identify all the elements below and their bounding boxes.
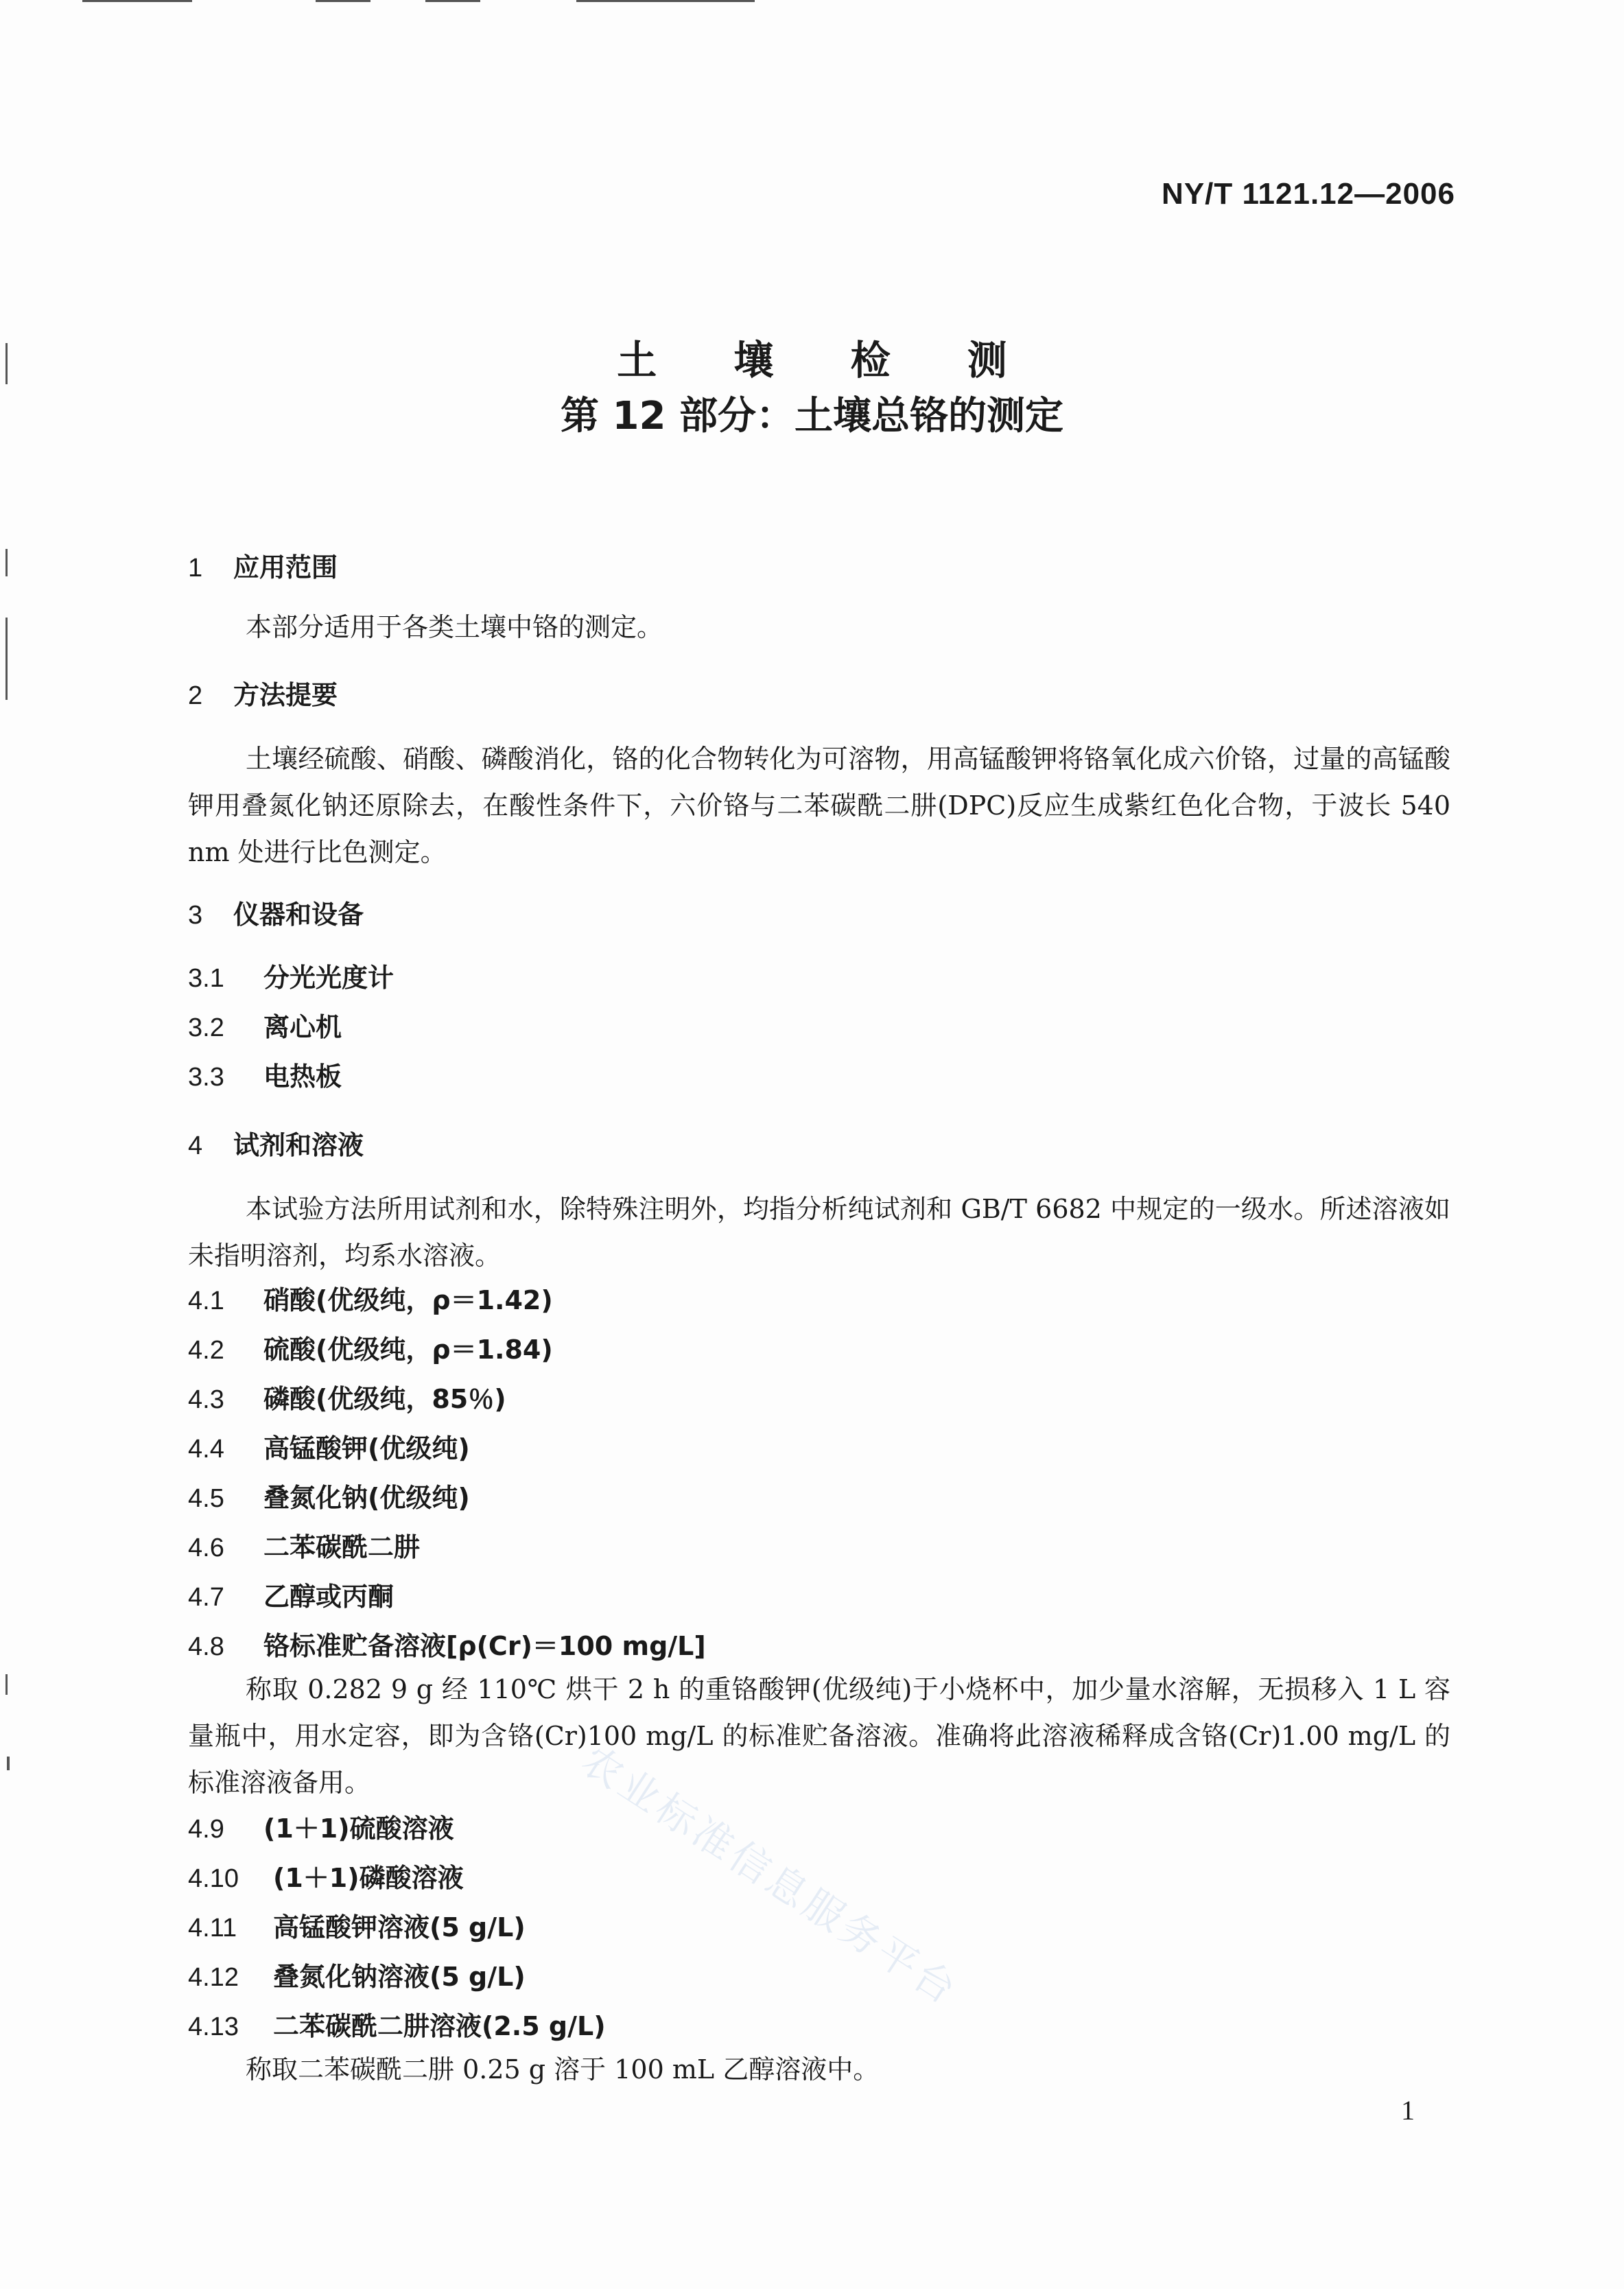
list-item	[188, 1328, 553, 1366]
section-title: 试剂和溶液	[233, 1130, 364, 1160]
watermark: 农业标准信息服务平台	[573, 1736, 967, 2015]
item-label: (1＋1)硫酸溶液	[263, 1813, 454, 1844]
scan-mark	[576, 0, 755, 2]
section-number: 3	[188, 901, 203, 930]
section-1-heading	[188, 546, 338, 584]
item-label: 乙醇或丙酮	[263, 1582, 395, 1612]
section-2-heading	[188, 674, 338, 712]
section-number: 1	[188, 554, 203, 583]
item-4-13-text: 称取二苯碳酰二肼 0.25 g 溶于 100 mL 乙醇溶液中。	[246, 2054, 880, 2085]
item-label: 二苯碳酰二肼	[263, 1532, 421, 1562]
scan-mark	[82, 0, 192, 2]
item-number: 4.9	[188, 1815, 224, 1844]
item-label: 高锰酸钾溶液(5 g/L)	[273, 1912, 526, 1942]
scan-mark	[5, 1674, 8, 1695]
section-title: 方法提要	[233, 680, 338, 710]
section-2-text: 土壤经硫酸、硝酸、磷酸消化，铬的化合物转化为可溶物，用高锰酸钾将铬氧化成六价铬，过量的高锰酸钾用叠氮化钠还原除去，在酸性条件下，六价铬与二苯碳酰二肼(DPC)反应生成紫红色化合物，于波长 540 nm 处进行比色测定。	[188, 744, 1450, 867]
item-label: 硫酸(优级纯，ρ＝1.84)	[263, 1335, 553, 1365]
section-4-text: 本试验方法所用试剂和水，除特殊注明外，均指分析纯试剂和 GB/T 6682 中规定的一级水。所述溶液如未指明溶剂，均系水溶液。	[188, 1194, 1450, 1271]
item-number: 4.10	[188, 1864, 239, 1893]
item-label: 铬标准贮备溶液[ρ(Cr)＝100 mg/L]	[263, 1631, 706, 1661]
list-item	[188, 1006, 342, 1044]
section-1-text: 本部分适用于各类土壤中铬的测定。	[246, 612, 663, 642]
item-label: 硝酸(优级纯，ρ＝1.42)	[263, 1285, 553, 1315]
section-number: 4	[188, 1131, 203, 1160]
item-number: 4.7	[188, 1583, 224, 1612]
list-item	[188, 1857, 464, 1894]
scan-mark	[5, 549, 8, 576]
scan-mark	[5, 343, 8, 384]
item-label: 电热板	[263, 1061, 342, 1092]
list-item	[188, 1575, 394, 1613]
item-number: 3.3	[188, 1063, 224, 1092]
section-title: 应用范围	[233, 552, 338, 583]
scan-mark	[5, 618, 8, 700]
item-number: 4.5	[188, 1484, 224, 1513]
section-4-heading	[188, 1124, 364, 1162]
item-label: 二苯碳酰二肼溶液(2.5 g/L)	[273, 2011, 606, 2041]
page-number: 1	[1401, 2095, 1415, 2126]
list-item	[188, 1625, 706, 1663]
item-number: 3.2	[188, 1013, 224, 1042]
item-label: 高锰酸钾(优级纯)	[263, 1433, 470, 1464]
list-item	[188, 1906, 526, 1944]
item-number: 4.12	[188, 1963, 239, 1992]
scan-mark	[316, 0, 370, 2]
list-item	[188, 1055, 342, 1093]
list-item	[188, 956, 394, 994]
document-subtitle: 第 12 部分：土壤总铬的测定	[561, 394, 1063, 438]
item-number: 4.4	[188, 1435, 224, 1464]
item-number: 4.3	[188, 1385, 224, 1414]
list-item	[188, 2005, 606, 2043]
item-label: 叠氮化钠溶液(5 g/L)	[273, 1962, 526, 1992]
item-4-8-text: 称取 0.282 9 g 经 110℃ 烘干 2 h 的重铬酸钾(优级纯)于小烧杯中，加少量水溶解，无损移入 1 L 容量瓶中，用水定容，即为含铬(Cr)100 mg/L 的标准贮备溶液。准确将此溶液稀释成含铬(Cr)1.00 mg/L 的标准溶液备用。	[188, 1674, 1450, 1798]
scan-mark	[7, 1757, 10, 1770]
item-number: 4.1	[188, 1287, 224, 1315]
item-number: 4.8	[188, 1632, 224, 1661]
list-item	[188, 1956, 526, 1993]
scan-mark	[425, 0, 480, 2]
item-number: 4.6	[188, 1534, 224, 1562]
section-number: 2	[188, 681, 203, 710]
item-number: 4.11	[188, 1914, 237, 1942]
document-title: 土 壤 检 测	[617, 337, 1039, 384]
list-item	[188, 1477, 470, 1514]
section-3-heading	[188, 893, 364, 931]
list-item	[188, 1279, 553, 1317]
standard-number: NY/T 1121.12—2006	[1162, 177, 1455, 211]
item-label: 磷酸(优级纯，85％)	[263, 1384, 506, 1414]
list-item	[188, 1378, 506, 1416]
section-title: 仪器和设备	[233, 900, 364, 930]
item-label: (1＋1)磷酸溶液	[273, 1863, 464, 1893]
list-item	[188, 1427, 470, 1465]
item-number: 4.13	[188, 2012, 239, 2041]
item-number: 4.2	[188, 1336, 224, 1365]
item-label: 离心机	[263, 1012, 342, 1042]
item-label: 叠氮化钠(优级纯)	[263, 1483, 470, 1513]
list-item	[188, 1526, 420, 1564]
item-label: 分光光度计	[263, 963, 395, 993]
list-item	[188, 1807, 454, 1845]
item-number: 3.1	[188, 964, 224, 993]
